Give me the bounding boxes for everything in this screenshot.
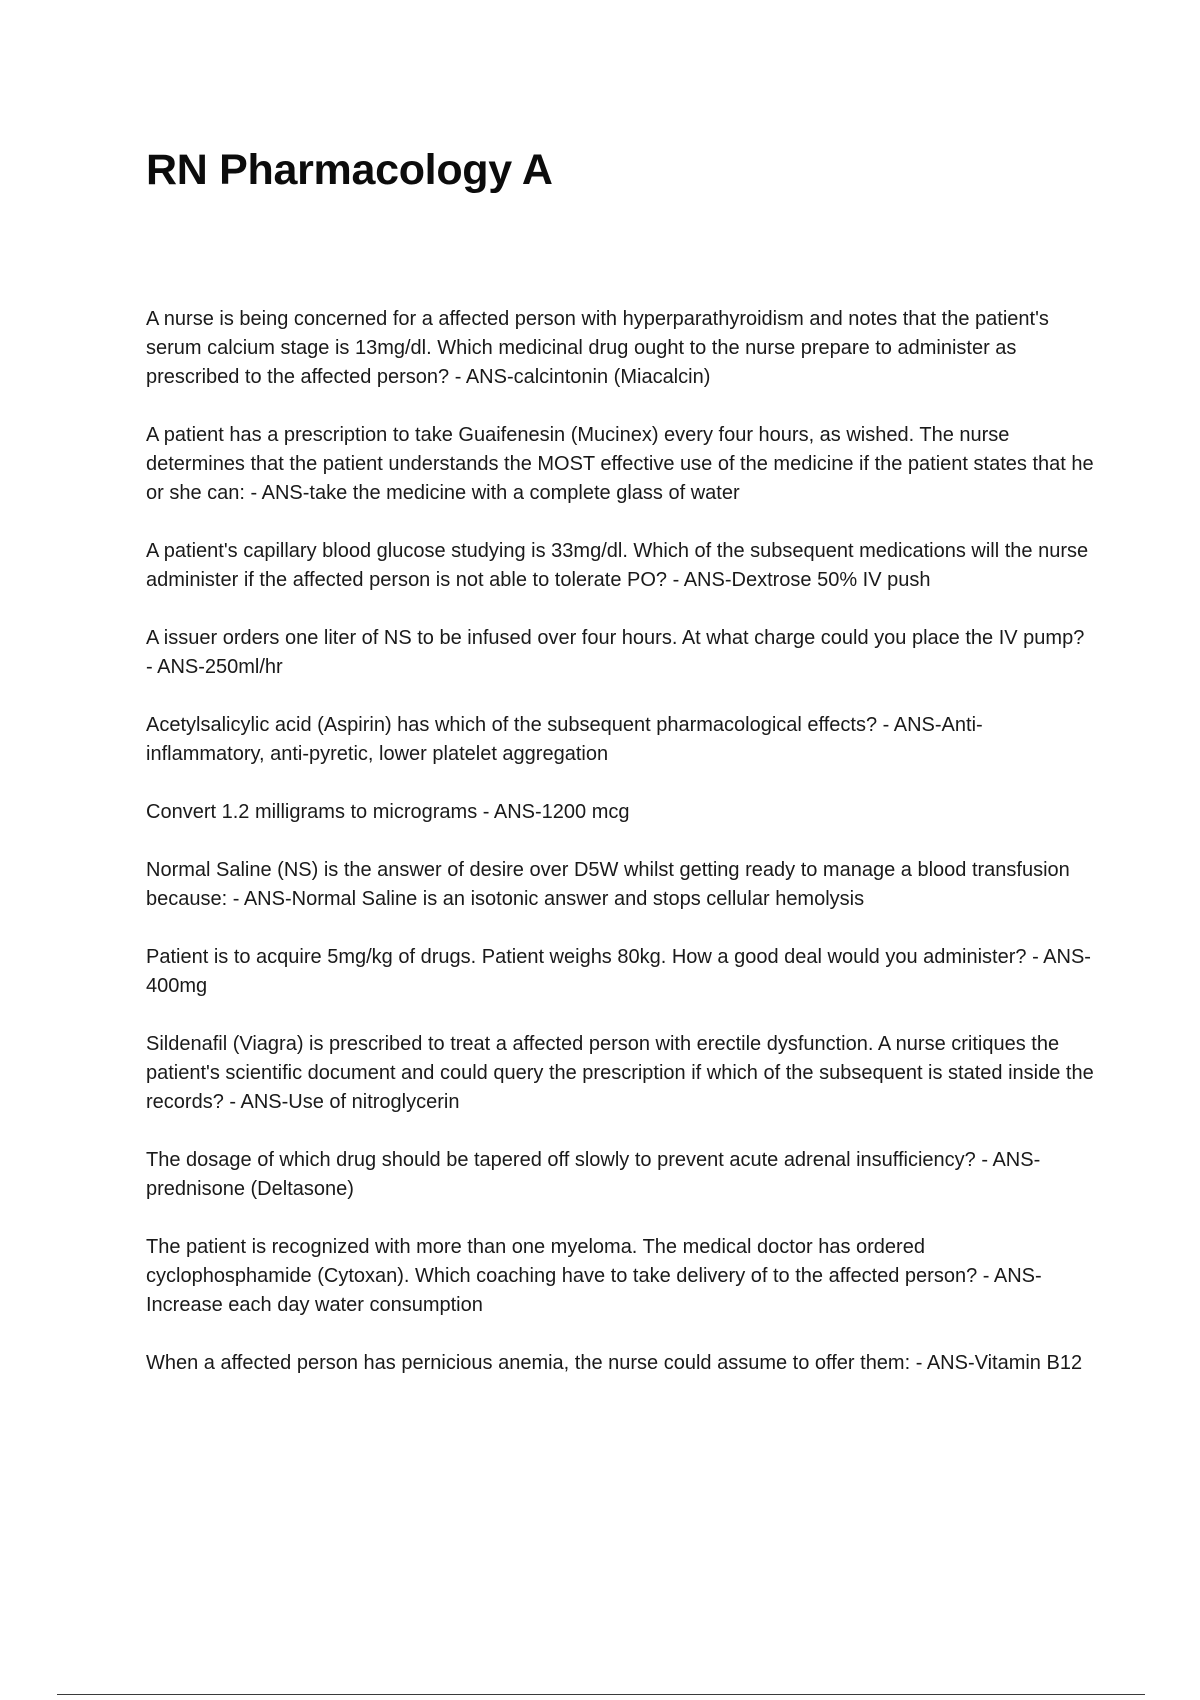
footer-divider: [57, 1694, 1145, 1695]
page-title: RN Pharmacology A: [146, 146, 553, 194]
qa-item: A issuer orders one liter of NS to be infused over four hours. At what charge could you place the IV pump? - ANS-250ml/hr: [146, 627, 1085, 678]
qa-item: Convert 1.2 milligrams to micrograms - ANS-1200 mcg: [146, 801, 630, 823]
qa-item: A patient has a prescription to take Guaifenesin (Mucinex) every four hours, as wished. The nurse determines that the patient understands the MOST effective use of the medicine if the patient states that he or she can: - ANS-take the medicine with a complete glass of water: [146, 424, 1094, 504]
qa-item: The patient is recognized with more than one myeloma. The medical doctor has ordered cyclophosphamide (Cytoxan). Which coaching have to take delivery of to the affected person? - ANS-Increase each day water consumption: [146, 1236, 1042, 1316]
qa-list: [146, 305, 1096, 1407]
qa-item: The dosage of which drug should be tapered off slowly to prevent acute adrenal insufficiency? - ANS-prednisone (Deltasone): [146, 1149, 1041, 1200]
qa-item: Normal Saline (NS) is the answer of desire over D5W whilst getting ready to manage a blood transfusion because: - ANS-Normal Saline is an isotonic answer and stops cellular hemolysis: [146, 859, 1070, 910]
qa-item: A nurse is being concerned for a affected person with hyperparathyroidism and notes that the patient's serum calcium stage is 13mg/dl. Which medicinal drug ought to the nurse prepare to administer as prescribed to the affected person? - ANS-calcintonin (Miacalcin): [146, 308, 1049, 388]
qa-item: Patient is to acquire 5mg/kg of drugs. Patient weighs 80kg. How a good deal would you administer? - ANS-400mg: [146, 946, 1091, 997]
qa-item: Sildenafil (Viagra) is prescribed to treat a affected person with erectile dysfunction. A nurse critiques the patient's scientific document and could query the prescription if which of the subsequent is stated inside the records? - ANS-Use of nitroglycerin: [146, 1033, 1094, 1113]
qa-item: When a affected person has pernicious anemia, the nurse could assume to offer them: - ANS-Vitamin B12: [146, 1352, 1083, 1374]
qa-item: A patient's capillary blood glucose studying is 33mg/dl. Which of the subsequent medications will the nurse administer if the affected person is not able to tolerate PO? - ANS-Dextrose 50% IV push: [146, 540, 1089, 591]
qa-item: Acetylsalicylic acid (Aspirin) has which of the subsequent pharmacological effects? - ANS-Anti-inflammatory, anti-pyretic, lower platelet aggregation: [146, 714, 983, 765]
